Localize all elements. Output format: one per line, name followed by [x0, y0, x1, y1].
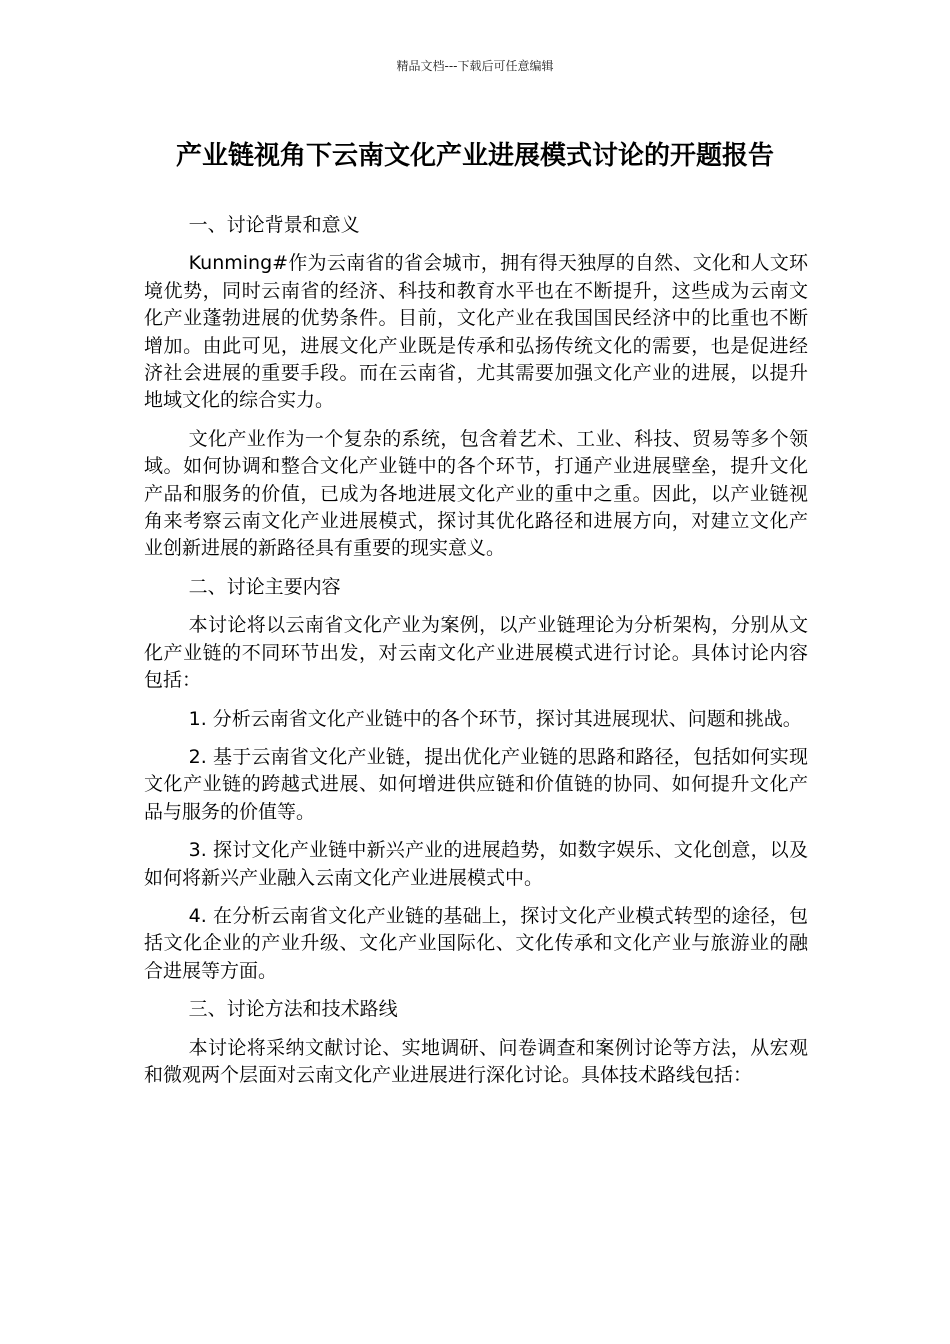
- document-body: [144, 212, 808, 1100]
- list-item-content-2: 2. 基于云南省文化产业链，提出优化产业链的思路和路径，包括如何实现文化产业链的跨越式进展、如何增进供应链和价值链的协同、如何提升文化产品与服务的价值等。: [144, 745, 808, 823]
- header-note: 精品文档---下载后可任意编辑: [396, 59, 554, 73]
- list-item-content-3: 3. 探讨文化产业链中新兴产业的进展趋势，如数字娱乐、文化创意，以及如何将新兴产业融入云南文化产业进展模式中。: [144, 839, 808, 889]
- list-item-content-4: 4. 在分析云南省文化产业链的基础上，探讨文化产业模式转型的途径，包括文化企业的产业升级、文化产业国际化、文化传承和文化产业与旅游业的融合进展等方面。: [144, 904, 808, 982]
- section-heading-background: 一、讨论背景和意义: [188, 214, 360, 236]
- list-item-content-1: 1. 分析云南省文化产业链中的各个环节，探讨其进展现状、问题和挑战。: [188, 707, 802, 730]
- paragraph-content-intro: 本讨论将以云南省文化产业为案例，以产业链理论为分析架构，分别从文化产业链的不同环节出发，对云南文化产业进展模式进行讨论。具体讨论内容包括：: [144, 614, 808, 692]
- document-title: 产业链视角下云南文化产业进展模式讨论的开题报告: [175, 141, 774, 171]
- paragraph-methods-intro: 本讨论将采纳文献讨论、实地调研、问卷调查和案例讨论等方法，从宏观和微观两个层面对云南文化产业进展进行深化讨论。具体技术路线包括：: [144, 1036, 808, 1086]
- section-heading-content: 二、讨论主要内容: [188, 575, 341, 598]
- paragraph-background-1: Kunming#作为云南省的省会城市，拥有得天独厚的自然、文化和人文环境优势，同时云南省的经济、科技和教育水平也在不断提升，这些成为云南文化产业蓬勃进展的优势条件。目前，文化产业在我国国民经济中的比重也不断增加。由此可见，进展文化产业既是传承和弘扬传统文化的需要，也是促进经济社会进展的重要手段。而在云南省，尤其需要加强文化产业的进展，以提升地域文化的综合实力。: [144, 252, 808, 412]
- section-heading-methods: 三、讨论方法和技术路线: [188, 998, 398, 1021]
- paragraph-background-2: 文化产业作为一个复杂的系统，包含着艺术、工业、科技、贸易等多个领域。如何协调和整合文化产业链中的各个环节，打通产业进展壁垒，提升文化产品和服务的价值，已成为各地进展文化产业的重中之重。因此，以产业链视角来考察云南文化产业进展模式，探讨其优化路径和进展方向，对建立文化产业创新进展的新路径具有重要的现实意义。: [144, 427, 808, 560]
